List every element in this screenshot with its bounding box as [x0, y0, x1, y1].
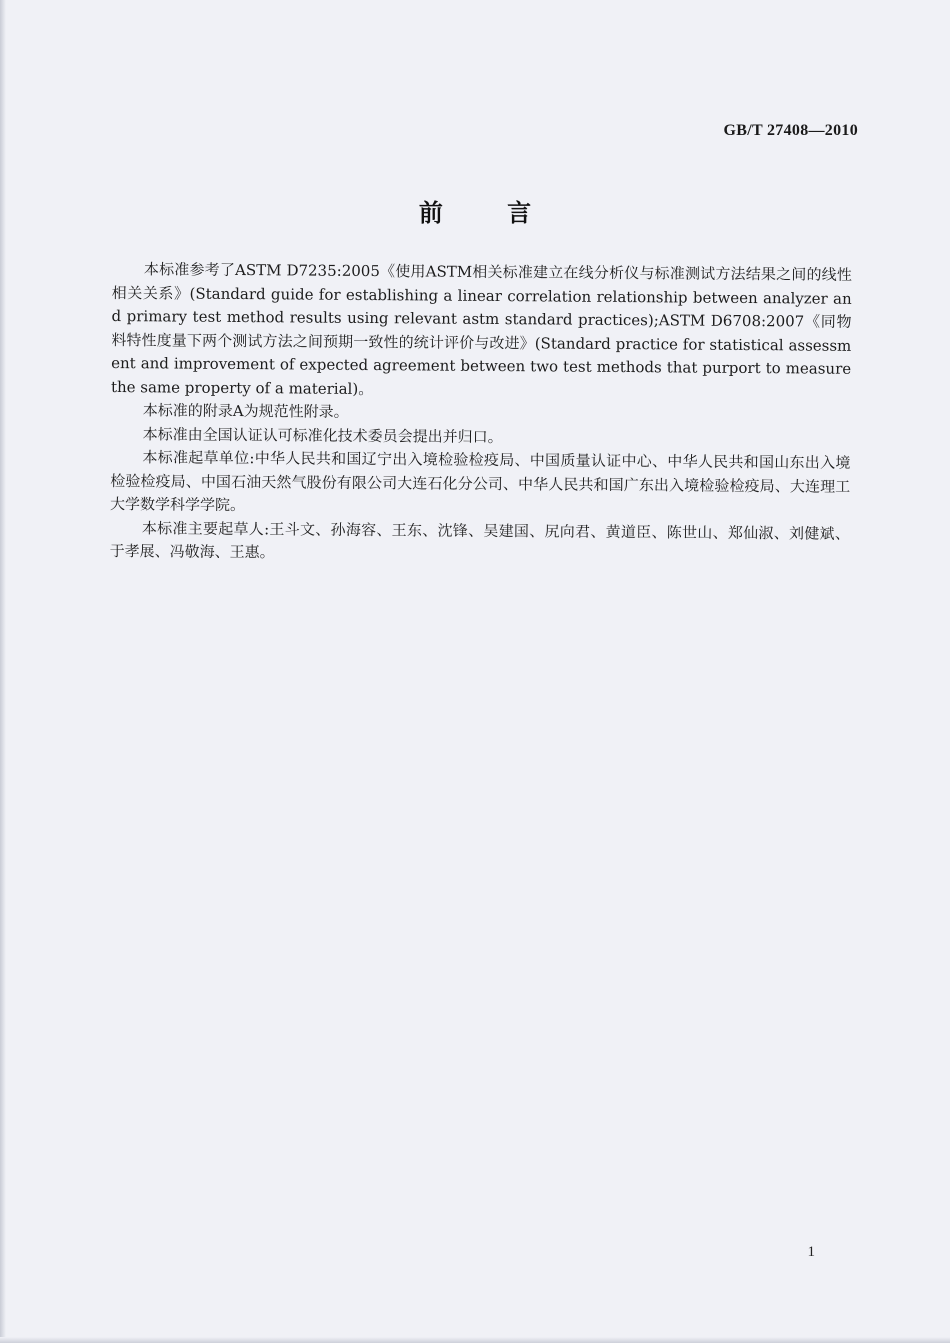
- paragraph-appendix: 本标准的附录A为规范性附录。: [142, 401, 349, 421]
- paragraph-drafters: 本标准主要起草人:王斗文、孙海容、王东、沈锋、吴建国、尻向君、黄道臣、陈世山、郑仙淑、刘健斌、于孝展、冯敬海、王惠。: [109, 518, 850, 562]
- page-title: 前 言: [418, 199, 560, 227]
- foreword-body: [110, 258, 852, 569]
- scan-shadow-bottom: [0, 1337, 950, 1343]
- paragraph-proposer: 本标准由全国认证认可标准化技术委员会提出并归口。: [142, 424, 503, 446]
- paragraph-drafting-units: 本标准起草单位:中华人民共和国辽宁出入境检验检疫局、中国质量认证中心、中华人民共和国山东出入境检验检疫局、中国石油天然气股份有限公司大连石化分公司、中华人民共和国广东出入境检验检疫局、大连理工大学数学科学学院。: [109, 448, 851, 515]
- page-number: 1: [807, 1244, 815, 1260]
- paragraph-references: 本标准参考了ASTM D7235:2005《使用ASTM相关标准建立在线分析仪与标准测试方法结果之间的线性相关关系》(Standard guide for establishing a linear correlation relationship between analyzer and primary test method results using relevant astm standard practices);ASTM D6708:2007《同物料特性度量下两个测试方法之间预期一致性的统计评价与改进》(Standard practice for statistical assessment and improvement of expected agreement between two test methods that purport to measure the same property of a material)。: [110, 260, 852, 398]
- standard-code: GB/T 27408—2010: [723, 122, 858, 139]
